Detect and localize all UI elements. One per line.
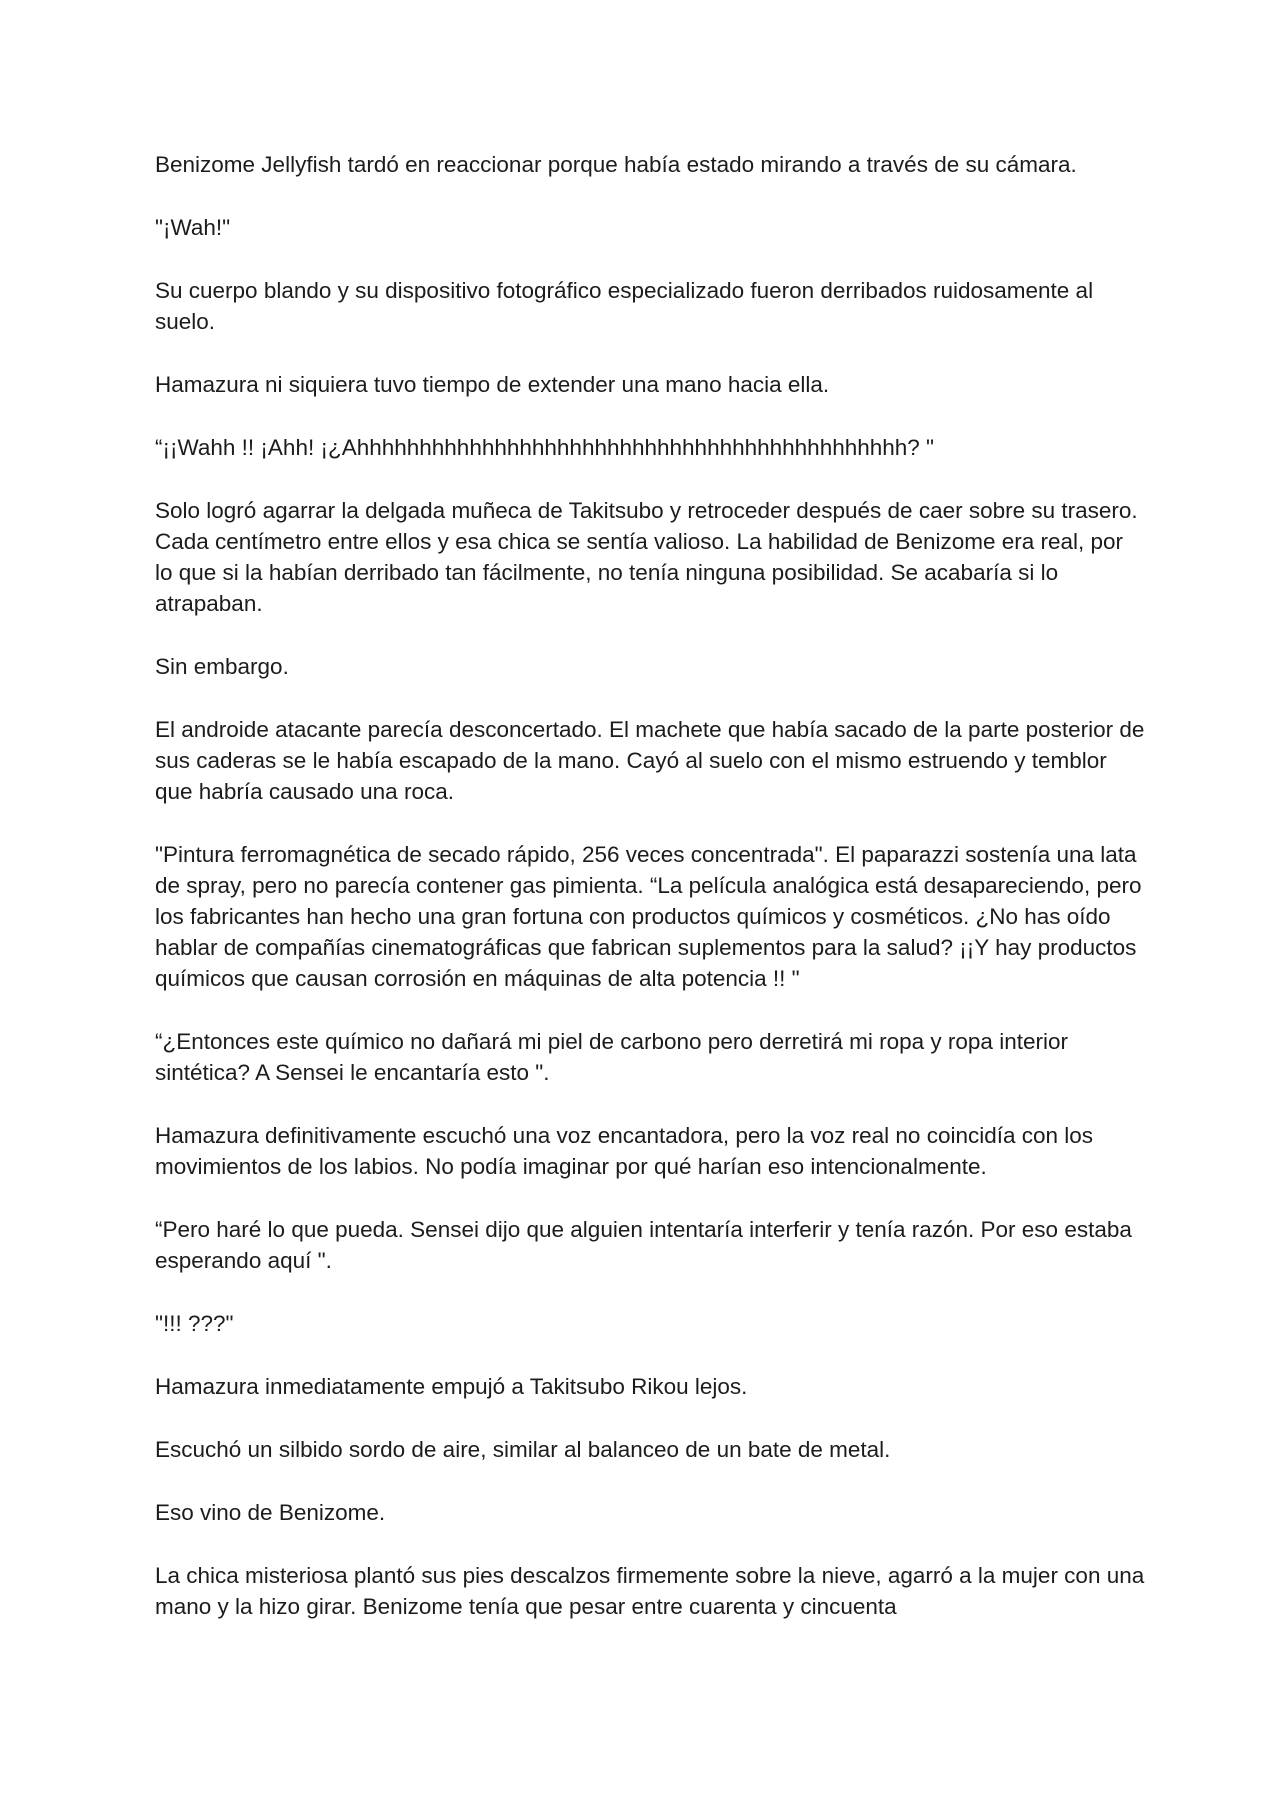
paragraph: “¡¡Wahh !! ¡Ahh! ¡¿Ahhhhhhhhhhhhhhhhhhhhhhhhhhhhhhhhhhhhhhhhhhhh? " [155, 435, 935, 460]
paragraph: "¡Wah!" [155, 215, 231, 240]
paragraph: Hamazura definitivamente escuchó una voz encantadora, pero la voz real no coincidía con los movimientos de los labios. No podía imaginar por qué harían eso intencionalmente. [155, 1123, 1094, 1179]
paragraph: Escuchó un silbido sordo de aire, similar al balanceo de un bate de metal. [155, 1437, 891, 1462]
paragraph: El androide atacante parecía desconcertado. El machete que había sacado de la parte posterior de sus caderas se le había escapado de la mano. Cayó al suelo con el mismo estruendo y temblor que habría causado una roca. [155, 717, 1145, 804]
paragraph: Hamazura ni siquiera tuvo tiempo de extender una mano hacia ella. [155, 372, 830, 397]
document-body [155, 149, 1145, 1654]
paragraph: "Pintura ferromagnética de secado rápido, 256 veces concentrada". El paparazzi sostenía una lata de spray, pero no parecía contener gas pimienta. “La película analógica está desapareciendo, pero los fabricantes han hecho una gran fortuna con productos químicos y cosméticos. ¿No has oído hablar de compañías cinematográficas que fabrican suplementos para la salud? ¡¡Y hay productos químicos que causan corrosión en máquinas de alta potencia !! " [155, 842, 1142, 991]
paragraph: Hamazura inmediatamente empujó a Takitsubo Rikou lejos. [155, 1374, 748, 1399]
paragraph: La chica misteriosa plantó sus pies descalzos firmemente sobre la nieve, agarró a la mujer con una mano y la hizo girar. Benizome tenía que pesar entre cuarenta y cincuenta [155, 1563, 1145, 1619]
paragraph: “¿Entonces este químico no dañará mi piel de carbono pero derretirá mi ropa y ropa interior sintética? A Sensei le encantaría esto ". [155, 1029, 1068, 1085]
paragraph: Solo logró agarrar la delgada muñeca de Takitsubo y retroceder después de caer sobre su trasero. Cada centímetro entre ellos y esa chica se sentía valioso. La habilidad de Benizome era real, por lo que si la habían derribado tan fácilmente, no tenía ninguna posibilidad. Se acabaría si lo atrapaban. [155, 498, 1138, 616]
paragraph: Su cuerpo blando y su dispositivo fotográfico especializado fueron derribados ruidosamente al suelo. [155, 278, 1094, 334]
paragraph: Eso vino de Benizome. [155, 1500, 386, 1525]
paragraph: "!!! ???" [155, 1311, 234, 1336]
paragraph: “Pero haré lo que pueda. Sensei dijo que alguien intentaría interferir y tenía razón. Por eso estaba esperando aquí ". [155, 1217, 1132, 1273]
paragraph: Benizome Jellyfish tardó en reaccionar porque había estado mirando a través de su cámara. [155, 152, 1077, 177]
paragraph: Sin embargo. [155, 654, 289, 679]
